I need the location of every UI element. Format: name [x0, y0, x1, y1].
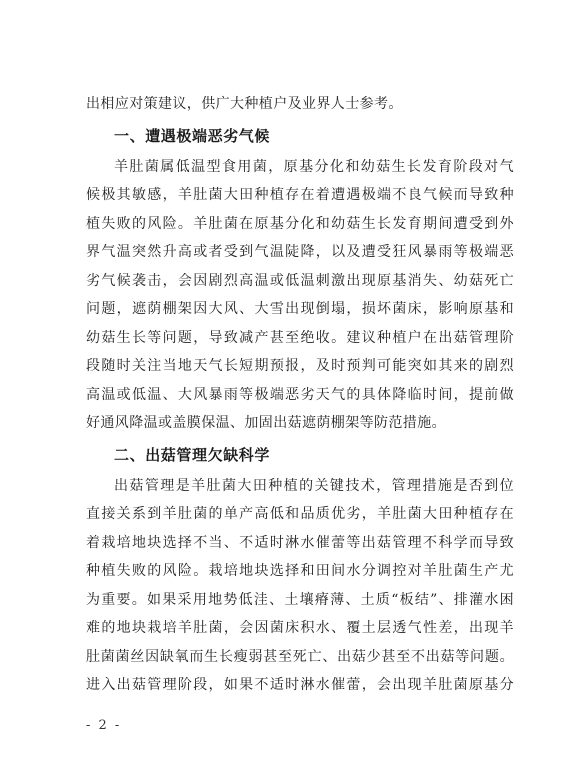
document-body — [86, 90, 514, 700]
paragraph-line: 直接关系到羊肚菌的单产高低和品质优劣，羊肚菌大田种植存在 — [86, 506, 514, 522]
paragraph-line: 高温或低温、大风暴雨等极端恶劣天气的具体降临时间，提前做 — [86, 386, 514, 403]
paragraph-line: 着栽培地块选择不当、不适时淋水催蕾等出菇管理不科学而导致 — [86, 534, 514, 551]
paragraph-line: 段随时关注当地天气长短期预报，及时预判可能突如其来的剧烈 — [86, 358, 514, 374]
paragraph-line: 劣气候袭击，会因剧烈高温或低温刺激出现原基消失、幼菇死亡 — [86, 272, 514, 289]
paragraph-line: 肚菌菌丝因缺氧而生长瘦弱甚至死亡、出菇少甚至不出菇等问题。 — [86, 648, 514, 665]
page-number: - 2 - — [86, 718, 122, 733]
section-heading: 一、遭遇极端恶劣气候 — [114, 126, 271, 145]
paragraph-line: 难的地块栽培羊肚菌，会因菌床积水、覆土层透气性差，出现羊 — [86, 620, 514, 636]
paragraph-line: 候极其敏感，羊肚菌大田种植存在着遭遇极端不良气候而导致种 — [86, 187, 514, 203]
paragraph-line: 界气温突然升高或者受到气温陡降，以及遭受狂风暴雨等极端恶 — [86, 244, 514, 260]
section-heading: 二、出菇管理欠缺科学 — [114, 445, 271, 464]
paragraph-line: 出菇管理是羊肚菌大田种植的关键技术，管理措施是否到位 — [114, 477, 514, 494]
paragraph-line: 幼菇生长等问题，导致减产甚至绝收。建议种植户在出菇管理阶 — [86, 329, 514, 346]
paragraph-line: 进入出菇管理阶段，如果不适时淋水催蕾，会出现羊肚菌原基分 — [86, 677, 514, 693]
paragraph-line: 种植失败的风险。栽培地块选择和田间水分调控对羊肚菌生产尤 — [86, 563, 514, 579]
paragraph-line: 出相应对策建议，供广大种植户及业界人士参考。 — [86, 96, 403, 112]
paragraph-line: 好通风降温或盖膜保温、加固出菇遮荫棚架等防范措施。 — [86, 415, 446, 431]
paragraph-line: 羊肚菌属低温型食用菌，原基分化和幼菇生长发育阶段对气 — [114, 158, 514, 175]
paragraph-line: 为重要。如果采用地势低洼、土壤瘠薄、土质“板结”、排灌水困 — [86, 591, 514, 608]
paragraph-line: 问题，遮荫棚架因大风、大雪出现倒塌，损坏菌床，影响原基和 — [86, 301, 514, 317]
paragraph-line: 植失败的风险。羊肚菌在原基分化和幼菇生长发育期间遭受到外 — [86, 215, 514, 232]
